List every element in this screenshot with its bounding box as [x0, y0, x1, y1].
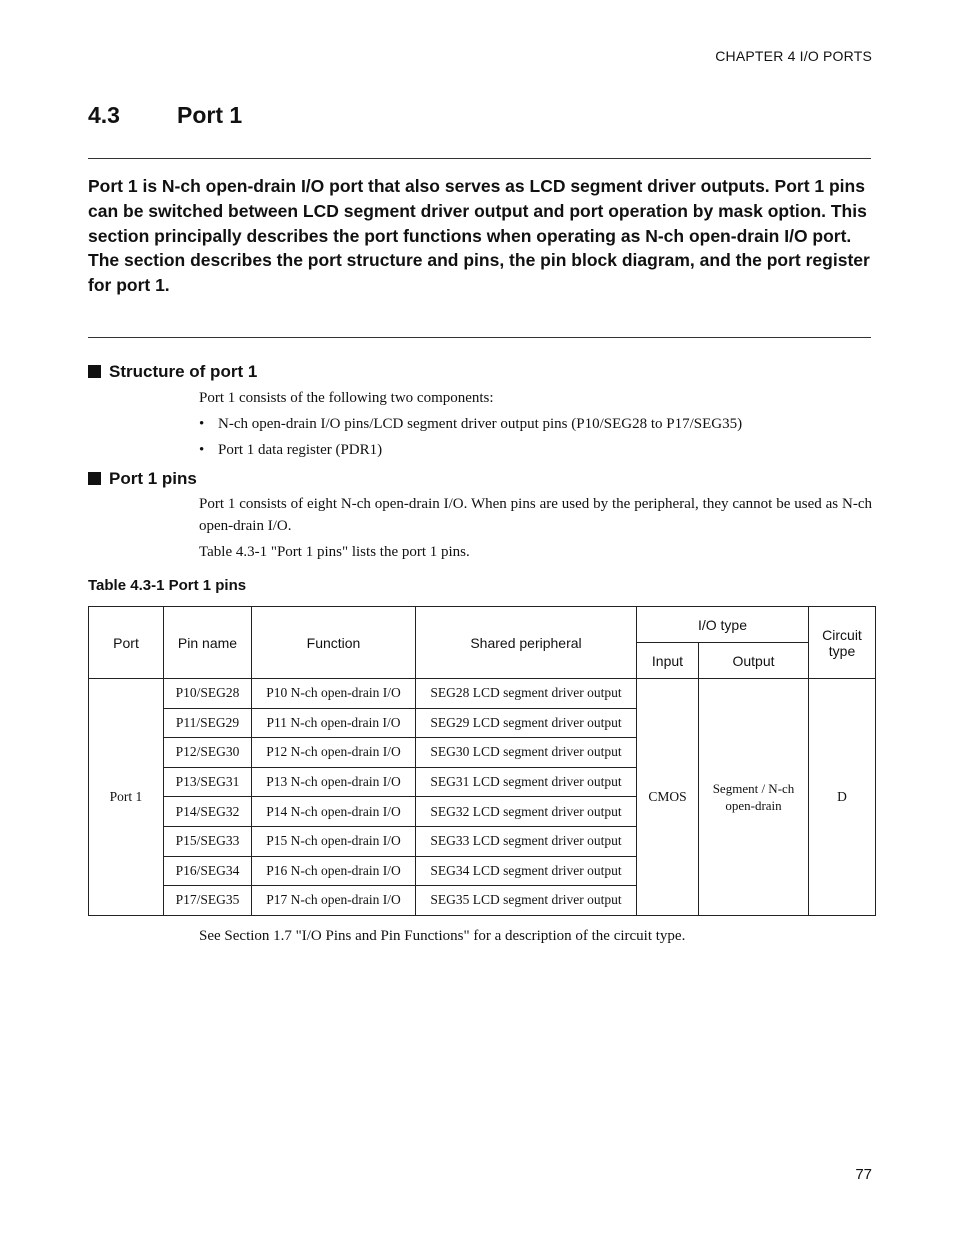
square-bullet-icon [88, 365, 101, 378]
structure-heading [88, 362, 257, 382]
cell-pin: P12/SEG30 [164, 738, 252, 768]
table-row [89, 679, 876, 709]
cell-shared: SEG31 LCD segment driver output [416, 767, 637, 797]
top-divider [88, 158, 871, 159]
cell-function: P11 N-ch open-drain I/O [252, 708, 416, 738]
cell-input: CMOS [637, 679, 699, 916]
cell-pin: P13/SEG31 [164, 767, 252, 797]
cell-output [699, 679, 809, 916]
cell-function: P16 N-ch open-drain I/O [252, 856, 416, 886]
bullet-text: Port 1 data register (PDR1) [218, 442, 383, 458]
header-shared-peripheral: Shared peripheral [416, 607, 637, 679]
header-port: Port [89, 607, 164, 679]
cell-pin: P16/SEG34 [164, 856, 252, 886]
cell-function: P10 N-ch open-drain I/O [252, 679, 416, 709]
cell-function: P17 N-ch open-drain I/O [252, 886, 416, 916]
pins-heading-text: Port 1 pins [109, 469, 197, 488]
header-function: Function [252, 607, 416, 679]
cell-output-line1: Segment / N-ch [712, 780, 795, 796]
port1-pins-table [88, 606, 876, 916]
structure-heading-text: Structure of port 1 [109, 362, 258, 381]
pins-paragraph: Port 1 consists of eight N-ch open-drain I/O. When pins are used by the peripheral, they cannot be used as N-ch open-drain I/O. [199, 496, 872, 534]
square-bullet-icon [88, 472, 101, 485]
chapter-header: CHAPTER 4 I/O PORTS [715, 48, 872, 64]
cell-pin: P10/SEG28 [164, 679, 252, 709]
pins-heading [88, 469, 197, 489]
intro-paragraph-2: The section describes the port structure and pins, the pin block diagram, and the port register for port 1. [88, 250, 870, 296]
table-note: See Section 1.7 "I/O Pins and Pin Functions" for a description of the circuit type. [199, 928, 686, 944]
bullet-dot: • [199, 442, 205, 458]
cell-function: P14 N-ch open-drain I/O [252, 797, 416, 827]
cell-shared: SEG30 LCD segment driver output [416, 738, 637, 768]
cell-port: Port 1 [89, 679, 164, 916]
header-pin-name: Pin name [164, 607, 252, 679]
structure-body [199, 387, 872, 465]
cell-shared: SEG35 LCD segment driver output [416, 886, 637, 916]
header-io-type: I/O type [637, 607, 809, 643]
cell-shared: SEG34 LCD segment driver output [416, 856, 637, 886]
cell-function: P13 N-ch open-drain I/O [252, 767, 416, 797]
bullet-dot: • [199, 416, 205, 432]
cell-pin: P15/SEG33 [164, 826, 252, 856]
cell-pin: P17/SEG35 [164, 886, 252, 916]
section-title: Port 1 [177, 102, 243, 128]
pins-body [199, 493, 872, 563]
intro-paragraph-1: Port 1 is N-ch open-drain I/O port that also serves as LCD segment driver outputs. Port 1 pins can be switched between LCD segment driver output and port operation by mask option. This section principally describes the port functions when operating as N-ch open-drain I/O port. [88, 176, 867, 246]
intro-summary [88, 174, 873, 298]
structure-lead: Port 1 consists of the following two components: [199, 390, 494, 406]
cell-output-line2: open-drain [725, 797, 782, 813]
bullet-item [199, 413, 872, 435]
header-output: Output [699, 643, 809, 679]
table-caption: Table 4.3-1 Port 1 pins [88, 577, 247, 594]
section-number: 4.3 [88, 102, 120, 128]
cell-function: P15 N-ch open-drain I/O [252, 826, 416, 856]
table-reference: Table 4.3-1 "Port 1 pins" lists the port 1 pins. [199, 544, 470, 560]
cell-shared: SEG33 LCD segment driver output [416, 826, 637, 856]
cell-pin: P11/SEG29 [164, 708, 252, 738]
bottom-divider [88, 337, 871, 338]
header-input: Input [637, 643, 699, 679]
cell-pin: P14/SEG32 [164, 797, 252, 827]
page-number: 77 [855, 1166, 872, 1183]
cell-circuit: D [809, 679, 876, 916]
table-header-row [89, 607, 876, 643]
cell-shared: SEG28 LCD segment driver output [416, 679, 637, 709]
cell-function: P12 N-ch open-drain I/O [252, 738, 416, 768]
header-circuit-line2: type [828, 642, 856, 659]
cell-shared: SEG29 LCD segment driver output [416, 708, 637, 738]
bullet-text: N-ch open-drain I/O pins/LCD segment driver output pins (P10/SEG28 to P17/SEG35) [218, 416, 743, 432]
cell-shared: SEG32 LCD segment driver output [416, 797, 637, 827]
page-title [88, 102, 242, 129]
header-circuit-line1: Circuit [822, 626, 862, 643]
bullet-item [199, 439, 872, 461]
header-circuit-type [809, 607, 876, 679]
